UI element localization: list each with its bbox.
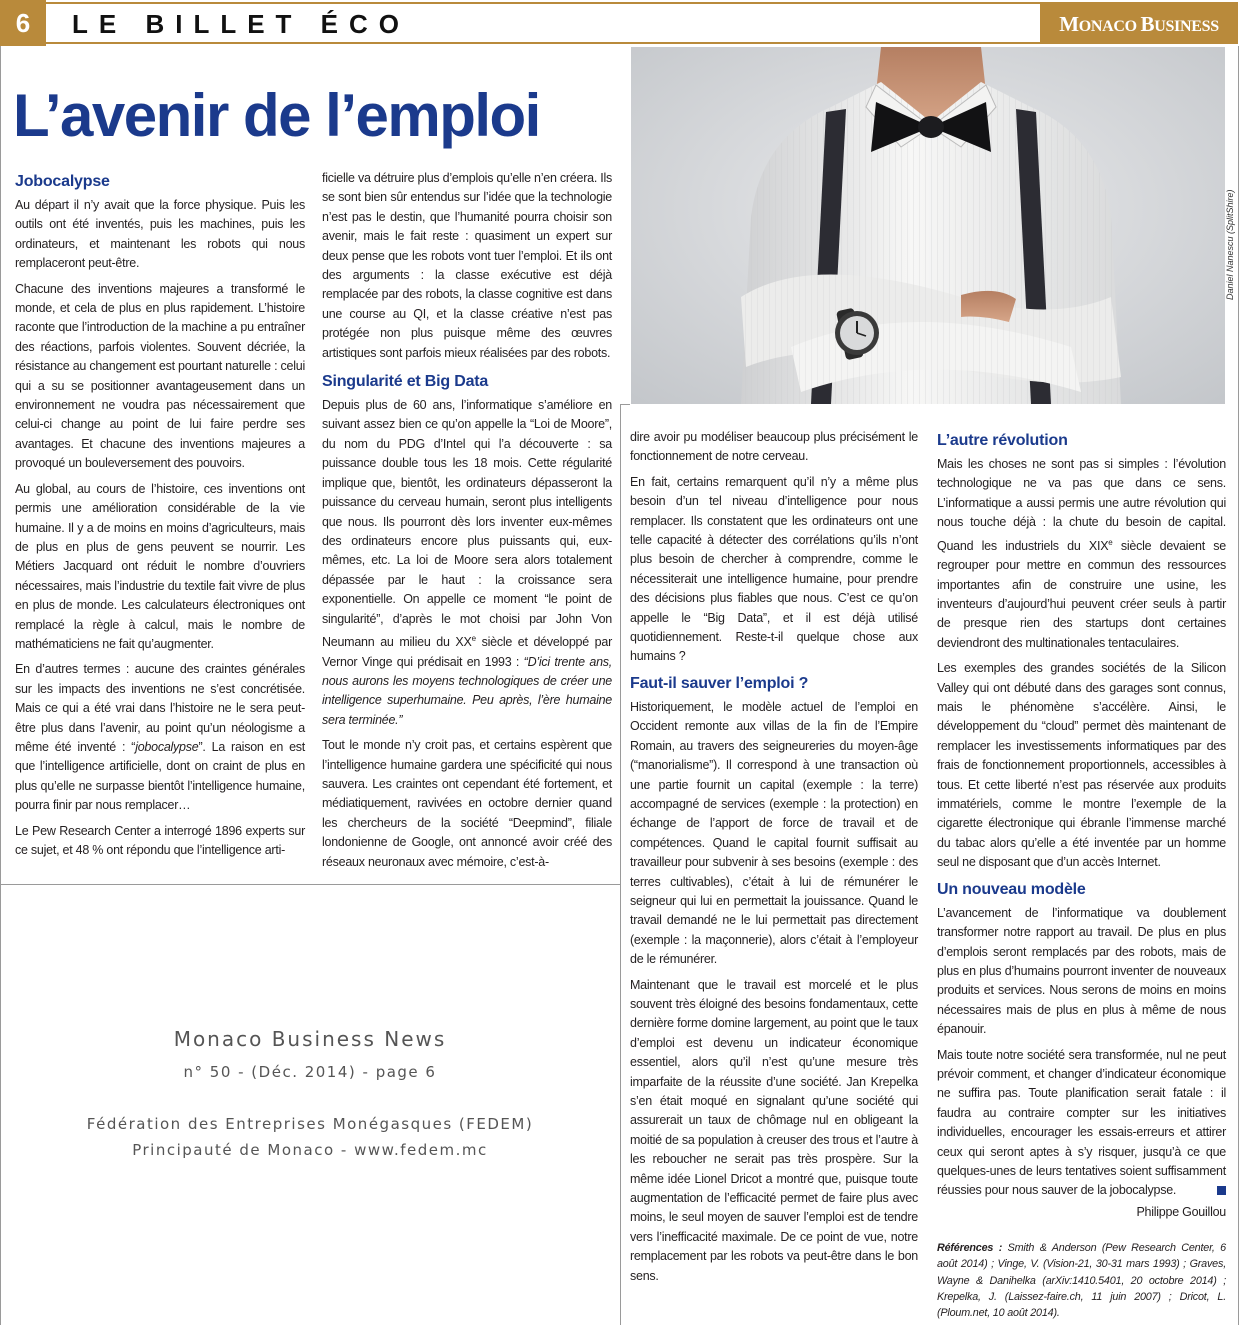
author-name: Philippe Gouillou <box>1136 1204 1226 1219</box>
article-column-2 <box>322 169 612 878</box>
article-column-4 <box>937 428 1226 1322</box>
references-label: Références : <box>937 1242 1003 1255</box>
photo-credit: Daniel Nanescu (SplitShire) <box>1225 189 1235 300</box>
paragraph <box>937 455 1226 653</box>
text-run: siècle et développé par Vernor Vinge qui prédisait en 1993 : <box>322 635 612 669</box>
brand-letter: B <box>1140 12 1155 36</box>
paragraph: dire avoir pu modéliser beaucoup plus précisément le fonctionnement de notre cerveau. <box>630 430 918 464</box>
article-column-3 <box>630 428 918 1292</box>
italic-term: jobocalypse <box>135 739 199 754</box>
paragraph: Chacune des inventions majeures a transformé le monde, et cela de plus en plus rapidement. L’histoire raconte que l’introduction de la machine a pu entraîner des réactions, parfois violentes. Souvent décriée, la résistance au changement est pourtant naturelle : celui qui a su se positionner avantageusement dans un environnement ne voudra pas nécessairement que celui-ci change au point de lui faire perdre ses avantages. Et chacune des inventions majeures a provoqué un bouleversement des pouvoirs. <box>15 281 305 471</box>
publication-issue: n° 50 - (Déc. 2014) - page 6 <box>183 1063 437 1081</box>
italic-quote: “D’ici trente ans, nous aurons les moyens technologiques de créer une intelligence superhumaine. Peu après, l’ère humaine sera terminée.” <box>322 654 613 727</box>
frame-left-rule <box>0 46 1 1325</box>
paragraph: Maintenant que le travail est morcelé et le plus souvent très éloigné des besoins fondamentaux, cette dernière forme domine largement, au point que le taux d’emploi est devenu un indicateur économique essentiel, alors qu’il n’est qu’une mesure très imparfaite de la réussite d’une société. Jan Krepelka s’en était moqué en signalant qu’une société qui assurerait un taux de chômage nul en obligeant la moitié de sa population à creuser des trous et l’autre à les reboucher ne serait pas très prospère. Sur la même idée Lionel Dricot a montré que, puisque toute augmentation de l’efficacité permet de faire plus avec moins, le seul moyen de sauver l’emploi est de tendre vers l’inefficacité maximale. De ce point de vue, notre remplacement par les robots va peut-être dans le bon sens. <box>630 977 918 1283</box>
publication-organisation: Fédération des Entreprises Monégasques (FEDEM) <box>86 1115 534 1133</box>
frame-divider-horizontal <box>0 884 620 885</box>
text-run: Mais les choses ne sont pas si simples : l’évolution technologique ne va pas que dans ce sens. L’informatique a aussi permis une autre révolution qui nous touche déjà : la chute du besoin de capital. Quand les industriels du XIX <box>937 457 1226 553</box>
frame-divider-vertical <box>620 404 621 1325</box>
text-run: Mais toute notre société sera transformée, nul ne peut prévoir comment, et changer d’indicateur économique ne suffira pas. Toute planification serait fatale : il faudra au contraire compter sur les initiatives individuelles, encourager les essais-erreurs et attirer ceux qui seront aptes à s’y risquer, jusqu’à ce que quelques-unes de leurs tentatives soient suffisamment réussies pour nous sauver de la jobocalypse. <box>937 1047 1226 1198</box>
page-number: 6 <box>0 0 46 46</box>
publication-place: Principauté de Monaco - www.fedem.mc <box>132 1141 488 1159</box>
frame-right-rule <box>1238 46 1239 1325</box>
end-of-article-square-icon <box>1217 1186 1226 1195</box>
subheading-jobocalypse: Jobocalypse <box>15 173 110 190</box>
article-headline: L’avenir de l’emploi <box>13 82 540 149</box>
paragraph: Tout le monde n’y croit pas, et certains espèrent que l’intelligence humaine gardera une spécificité qui nous sauvera. Les craintes ont cependant été fortement, et médiatiquement, ravivées en octobre dernier quand les chercheurs de la société “Deepmind”, filiale londonienne de Google, ont annoncé avoir créé des réseaux neuronaux avec mémoire, c’est-à- <box>322 738 612 869</box>
text-run: Depuis plus de 60 ans, l’informatique s’améliore en suivant assez bien ce qu’on appelle la “Loi de Moore”, du nom du PDG d’Intel qui l’a découverte : sa puissance double tous les 18 mois. Cette régularité implique que, bientôt, les ordinateurs dépasseront la puissance du cerveau humain, seront plus intelligents que nous. Ils pourront dès lors inventer eux-mêmes des ordinateurs encore plus puissants qui, eux-mêmes, etc. La loi de Moore sera alors totalement dépassée par le haut : la croissance sera exponentielle. On appelle ce moment “le point de singularité”, d’après le mot choisi par John Von Neumann au milieu du XX <box>322 398 612 650</box>
paragraph: Le Pew Research Center a interrogé 1896 experts sur ce sujet, et 48 % ont répondu que l’intelligence arti- <box>15 823 305 857</box>
text-run: siècle devaient se regrouper pour mettre en commun des ressources importantes afin de construire une usine, les inventeurs d’aujourd’hui peuvent créer seuls à partir de presque rien des startups dont certaines deviendront des multinationales tentaculaires. <box>937 538 1226 650</box>
brand-part: USINESS <box>1154 18 1219 35</box>
paragraph: ficielle va détruire plus d’emplois qu’elle n’en créera. Ils se sont bien sûr entendus sur l’idée que la technologie n’est pas le destin, que l’humanité pourra choisir son avenir, mais le fait reste : quasiment un expert sur deux pense que les robots vont tuer l’emploi. Et ils ont des arguments : la classe exécutive est déjà remplacée par des robots, la classe cognitive est dans une course au QI, et la classe créative n’est pas protégée non plus puisque même des œuvres artistiques sont parfois mieux réalisées par des robots. <box>322 171 613 360</box>
subheading-nouveau-modele: Un nouveau modèle <box>937 880 1086 898</box>
paragraph <box>322 396 612 730</box>
paragraph: Les exemples des grandes sociétés de la Silicon Valley qui ont débuté dans des garages sont connus, mais le phénomène s’accélère. Ainsi, le développement du “cloud” permet dès maintenant de remplacer les investissements informatiques par des frais de fonctionnement proportionnels, accessibles à tous. Et cette liberté n’est pas réservée aux produits immatériels, comme le montre l’exemple de la cigarette électronique qui ébranle l’immense marché du tabac alors qu’elle a été inventée par un homme seul ne disposant que d’un accès Internet. <box>937 661 1226 870</box>
paragraph: Au global, au cours de l’histoire, ces inventions ont permis une amélioration considérable de la vie humaine. Il y a de moins en moins d’agriculteurs, mais de plus en plus de gens peuvent se nourrir. Les Métiers Jacquard ont réduit le nombre d’ouvriers nécessaires, mais l’industrie du textile fait vivre de plus en plus de monde. Les calculateurs électroniques ont remplacé la règle à calcul, mais le nombre de mathématiciens ne fait qu’augmenter. <box>15 481 305 651</box>
paragraph: L’avancement de l’informatique va doublement transformer notre rapport au travail. De plus en plus d’emplois seront remplacés par des robots, mais de plus en plus d’humains pourront inventer de nouveaux produits et services. Nous serons de moins en moins nécessaires mais de plus en plus à même de nous épanouir. <box>937 905 1226 1037</box>
photo-man-bowtie-crossed-arms <box>631 47 1225 404</box>
paragraph <box>937 1046 1226 1201</box>
references-text: Smith & Anderson (Pew Research Center, 6 août 2014) ; Vinge, V. (Vision-21, 30-31 mars 1993) ; Graves, Wayne & Danihelka (arXiv:1410.5401, 20 octobre 2014) ; Krepelka, J. (Laissez-faire.ch, 11 juin 2007) ; Dricot, L. (Ploum.net, 10 août 2014). <box>937 1242 1226 1320</box>
page-header <box>0 0 1240 46</box>
subheading-sauver-emploi: Faut-il sauver l’emploi ? <box>630 674 809 692</box>
article-column-1 <box>15 169 305 866</box>
subheading-autre-revolution: L’autre révolution <box>937 432 1068 449</box>
text-run: ”. La raison en est que l’intelligence artificielle, dont on craint de plus en plus qu’elle ne surpasse bientôt l’intelligence humaine, pourra finir par nous remplacer… <box>15 739 305 813</box>
superscript: e <box>471 633 476 643</box>
publication-info <box>20 1025 600 1163</box>
paragraph: Historiquement, le modèle actuel de l’emploi en Occident remonte aux villas de la fin de l’Empire Romain, au travers des seigneureries du moyen-âge (“manorialisme”). Il correspond à une transaction où une partie fournit un capital (exemple : la terre) accompagné de services (exemple : la protection) en échange de l’apport de force de travail et de compétences. Quand le capital fournit suffisait au travailleur pour subvenir à ses besoins (exemple : des terres cultivables), c’était à lui de rémunérer le seigneur qui lui en permettait la jouissance. Quand le travail demandé ne le lui permettait pas directement (exemple : la maçonnerie), alors c’était à l’employeur de le rémunérer. <box>630 699 918 967</box>
article-photo <box>631 47 1225 404</box>
brand-letter: M <box>1059 12 1079 36</box>
frame-divider-photo <box>620 404 630 405</box>
text-run: En d’autres termes : aucune des craintes générales sur les impacts des inventions ne s’est concrétisée. Mais ce qui a été vrai dans l’histoire ne le sera peut-être plus dans l’avenir, au point qu’un néologisme a même été inventé : “ <box>15 662 305 754</box>
references <box>937 1240 1226 1321</box>
subheading-singularite: Singularité et Big Data <box>322 373 489 391</box>
brand-logo <box>1040 2 1238 44</box>
paragraph: En fait, certains remarquent qu’il n’y a même plus besoin d’un tel niveau d’intelligence pour nous remplacer. Ils constatent que les ordinateurs ont une telle capacité à détecter des corrélations qu’ils n’ont plus besoin de chercher à comprendre, comme le nécessiterait une intelligence humaine, pour prendre des décisions plus fiables que nous. C’est ce qu’on appelle le “Big Data”, et il est déjà utilisé quotidiennement. Reste-t-il quelque chose aux humains ? <box>630 474 918 664</box>
section-title: LE BILLET ÉCO <box>72 9 410 39</box>
publication-name: Monaco Business News <box>173 1027 447 1051</box>
superscript: e <box>1108 537 1113 547</box>
paragraph: Au départ il n’y avait que la force physique. Puis les outils ont été inventés, puis les machines, puis les ordinateurs, et maintenant les robots qui nous remplaceront peut-être. <box>15 198 305 271</box>
paragraph <box>15 660 305 815</box>
brand-part: ONACO <box>1078 18 1141 35</box>
